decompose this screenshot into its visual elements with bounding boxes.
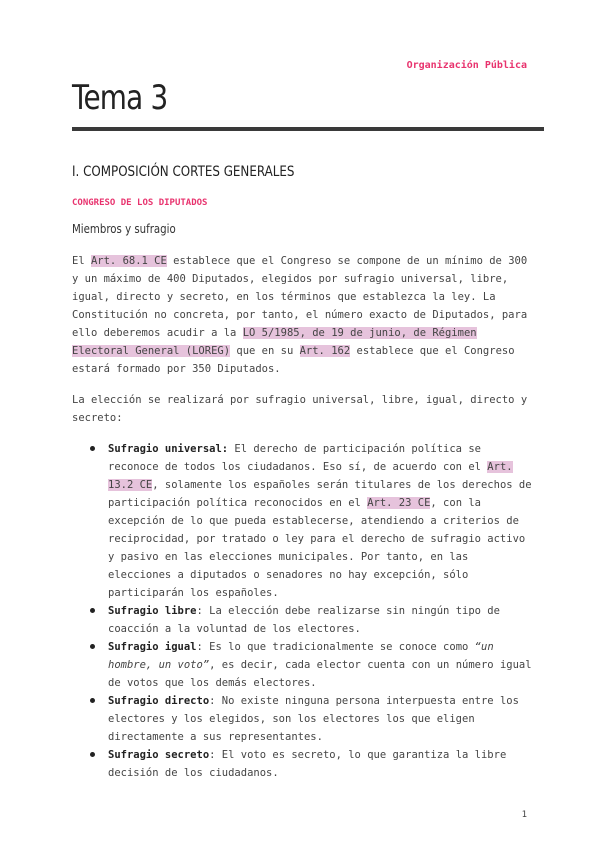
highlight-reference: Art. 162 — [299, 345, 351, 357]
text: que en su — [230, 345, 300, 357]
item-label: Sufragio directo — [108, 695, 210, 707]
text: El derecho de participación política se reconoce de todos los ciudadanos. Eso sí, de acuerdo con el — [108, 443, 488, 473]
list-item-directo — [72, 692, 534, 746]
page-title: Tema 3 — [72, 78, 168, 118]
paragraph-election: La elección se realizará por sufragio universal, libre, igual, directo y secreto: — [72, 394, 528, 424]
text: El — [72, 255, 91, 267]
section-heading: I. COMPOSICIÓN CORTES GENERALES — [72, 164, 295, 180]
item-label: Sufragio universal: — [108, 443, 229, 455]
highlight-reference: Art. 23 CE — [367, 497, 431, 509]
list-item-universal — [72, 440, 534, 602]
suffrage-list — [72, 440, 534, 782]
list-item-igual — [72, 638, 534, 692]
list-item-secreto — [72, 746, 534, 782]
sub-heading: CONGRESO DE LOS DIPUTADOS — [72, 198, 208, 208]
highlight-reference: LO 5/1985, de 19 de junio, de Régimen Electoral General (LOREG) — [72, 327, 477, 357]
list-item-libre — [72, 602, 534, 638]
text: : No existe ninguna persona interpuesta entre los electores y los elegidos, son los electores los que eligen directamente a sus representantes. — [108, 695, 519, 743]
paragraph-composition — [72, 252, 534, 378]
item-label: Sufragio igual — [108, 641, 197, 653]
text: : La elección debe realizarse sin ningún tipo de coacción a la voluntad de los electores. — [108, 605, 500, 635]
bullet-icon — [90, 644, 95, 649]
highlight-reference: Art. 13.2 CE — [108, 461, 513, 491]
text: establece que el Congreso se compone de un mínimo de 300 y un máximo de 400 Diputados, elegidos por sufragio universal, libre, igual, directo y secreto, en los términos que establezca la ley. La Constitución no concreta, por tanto, el número exacto de Diputados, para ello deberemos acudir a la — [72, 255, 528, 339]
bullet-icon — [90, 698, 95, 703]
bullet-icon — [90, 608, 95, 613]
header-label: Organización Pública — [406, 60, 527, 71]
text: , es decir, cada elector cuenta con un número igual de votos que los demás electores. — [108, 659, 532, 689]
item-label: Sufragio secreto — [108, 749, 210, 761]
bullet-icon — [90, 752, 95, 757]
subsub-heading: Miembros y sufragio — [72, 222, 176, 236]
bullet-icon — [90, 446, 95, 451]
highlight-reference: Art. 68.1 CE — [90, 255, 167, 267]
text: , con la excepción de lo que pueda establecerse, atendiendo a criterios de reciprocidad, por tratado o ley para el derecho de sufragio activo y pasivo en las elecciones municipales. Por tanto, en las elecciones a diputados o senadores no hay excepción, sólo participarán los españoles. — [108, 497, 526, 599]
text: establece que el Congreso estará formado por 350 Diputados. — [72, 345, 515, 375]
title-divider — [72, 127, 544, 131]
text: : Es lo que tradicionalmente se conoce como — [196, 641, 475, 653]
quote: “un hombre, un voto” — [108, 641, 494, 671]
page-number: 1 — [521, 810, 527, 820]
text: , solamente los españoles serán titulares de los derechos de participación política reconocidos en el — [108, 479, 532, 509]
text: : El voto es secreto, lo que garantiza la libre decisión de los ciudadanos. — [108, 749, 507, 779]
item-label: Sufragio libre — [108, 605, 197, 617]
